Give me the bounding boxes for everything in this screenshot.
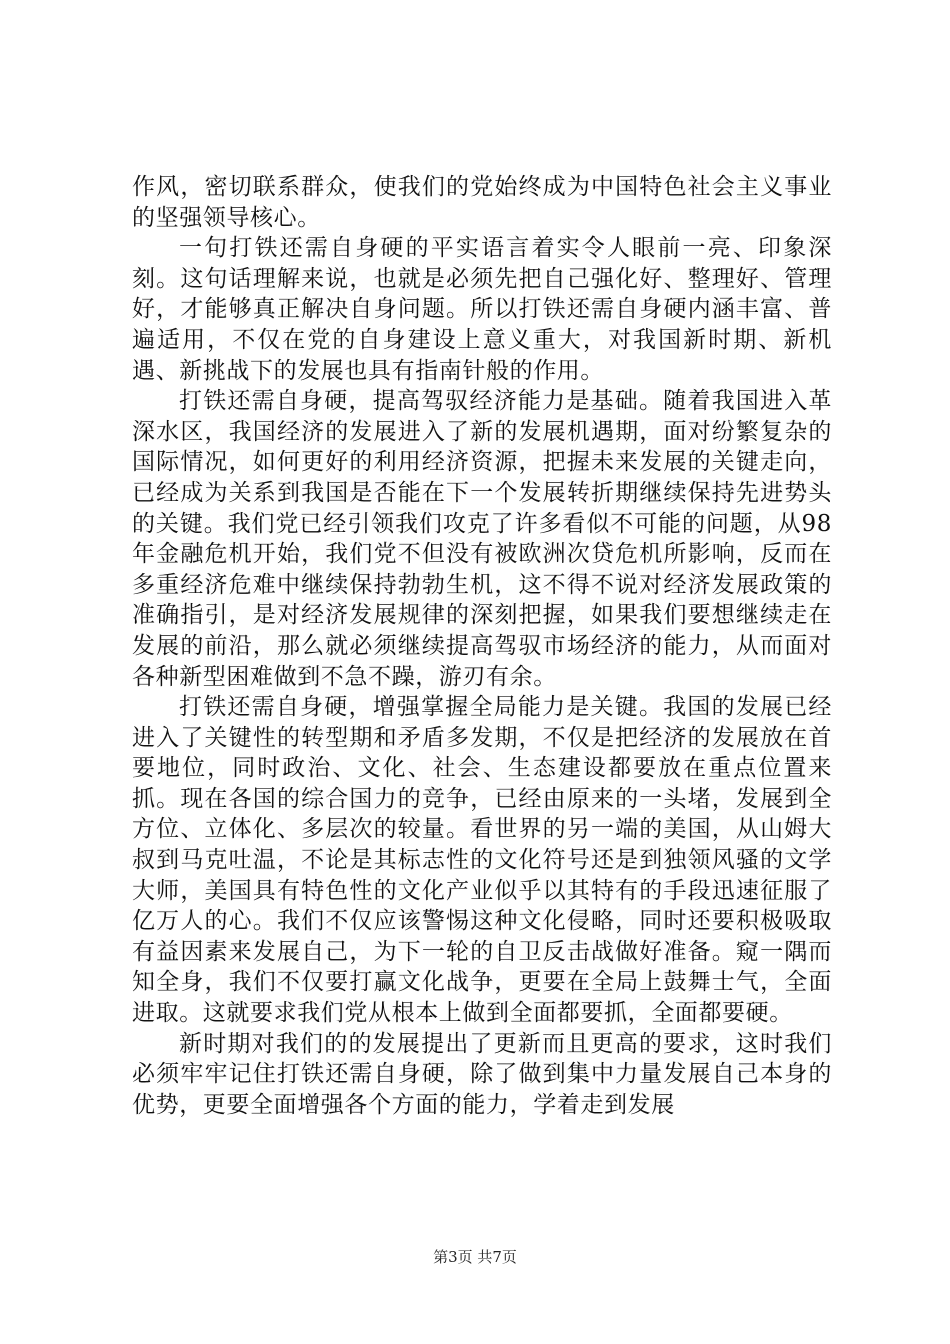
paragraph: 一句打铁还需自身硬的平实语言着实令人眼前一亮、印象深刻。这句话理解来说，也就是必须先把自己强化好、整理好、管理好，才能够真正解决自身问题。所以打铁还需自身硬内涵丰富、普遍适用，不仅在党的自身建设上意义重大，对我国新时期、新机遇、新挑战下的发展也具有指南针般的作用。 [132, 235, 832, 384]
paragraph: 打铁还需自身硬，增强掌握全局能力是关键。我国的发展已经进入了关键性的转型期和矛盾多发期，不仅是把经济的发展放在首要地位，同时政治、文化、社会、生态建设都要放在重点位置来抓。现在各国的综合国力的竞争，已经由原来的一头堵，发展到全方位、立体化、多层次的较量。看世界的另一端的美国，从山姆大叔到马克吐温，不论是其标志性的文化符号还是到独领风骚的文学大师，美国具有特色性的文化产业似乎以其特有的手段迅速征服了亿万人的心。我们不仅应该警惕这种文化侵略，同时还要积极吸取有益因素来发展自己，为下一轮的自卫反击战做好准备。窥一隅而知全身，我们不仅要打赢文化战争，更要在全局上鼓舞士气，全面进取。这就要求我们党从根本上做到全面都要抓，全面都要硬。 [132, 694, 832, 1027]
paragraph-continuation: 作风，密切联系群众，使我们的党始终成为中国特色社会主义事业的坚强领导核心。 [132, 174, 832, 231]
paragraph: 打铁还需自身硬，提高驾驭经济能力是基础。随着我国进入革深水区，我国经济的发展进入了新的发展机遇期，面对纷繁复杂的国际情况，如何更好的利用经济资源，把握未来发展的关键走向，已经成为关系到我国是否能在下一个发展转折期继续保持先进势头的关键。我们党已经引领我们攻克了许多看似不可能的问题，从98年金融危机开始，我们党不但没有被欧洲次贷危机所影响，反而在多重经济危难中继续保持勃勃生机，这不得不说对经济发展政策的准确指引，是对经济发展规律的深刻把握，如果我们要想继续走在发展的前沿，那么就必须继续提高驾驭市场经济的能力，从而面对各种新型困难做到不急不躁，游刃有余。 [132, 388, 832, 690]
paragraph: 新时期对我们的的发展提出了更新而且更高的要求，这时我们必须牢牢记住打铁还需自身硬，除了做到集中力量发展自己本身的优势，更要全面增强各个方面的能力，学着走到发展 [132, 1030, 832, 1118]
document-body [132, 172, 832, 1120]
page-number-footer: 第3页 共7页 [433, 1248, 517, 1266]
